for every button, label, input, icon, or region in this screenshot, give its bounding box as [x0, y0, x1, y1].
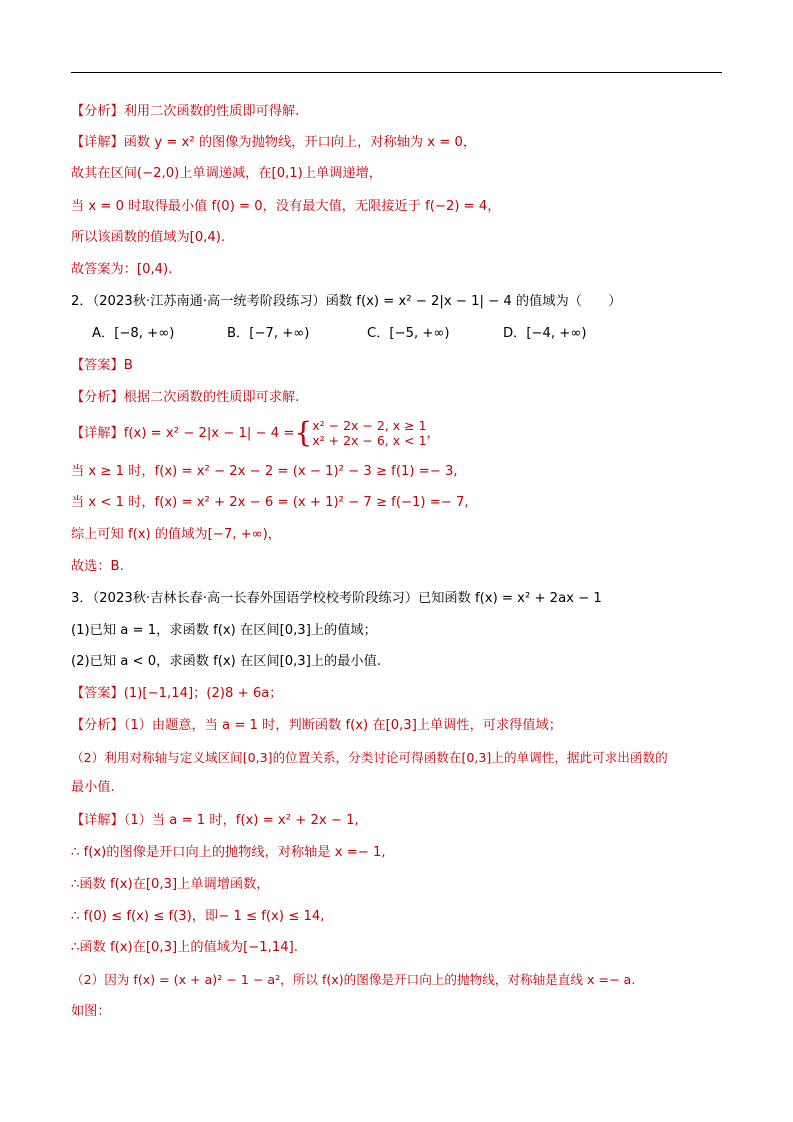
- q2-stem: 2．（2023秋·江苏南通·高一统考阶段练习）函数 f(x) = x² − 2|x − 1| − 4 的值域为（ ）: [71, 294, 622, 309]
- q3-sub-question-2: (2)已知 a < 0，求函数 f(x) 在区间[0,3]上的最小值.: [71, 654, 381, 669]
- q3-analysis-line-1: 【分析】（1）由题意，当 a = 1 时，判断函数 f(x) 在[0,3]上单调性，可求得值域；: [71, 718, 562, 733]
- q1-detail-line-4: 所以该函数的值域为[0,4).: [71, 230, 226, 245]
- piecewise-cases: x² − 2x − 2, x ≥ 1 x² + 2x − 6, x < 1: [312, 418, 427, 448]
- q3-detail-line-3: ∴函数 f(x)在[0,3]上单调增函数，: [71, 877, 270, 892]
- q3-detail-line-6: （2）因为 f(x) = (x + a)² − 1 − a²，所以 f(x)的图像是开口向上的抛物线，对称轴是直线 x =− a.: [71, 972, 636, 987]
- left-brace: {: [294, 416, 313, 449]
- q3-analysis-line-2: （2）利用对称轴与定义域区间[0,3]的位置关系，分类讨论可得函数在[0,3]上的单调性，据此可求出函数的: [71, 750, 668, 765]
- q1-analysis-line: 【分析】利用二次函数的性质即可得解.: [71, 104, 300, 119]
- q2-detail-line-5: 故选：B.: [71, 559, 124, 574]
- q2-option-b: B．[−7, +∞): [227, 326, 310, 341]
- q3-detail-line-2: ∴ f(x)的图像是开口向上的抛物线，对称轴是 x =− 1,: [71, 845, 386, 860]
- q2-detail-line-4: 综上可知 f(x) 的值域为[−7, +∞)，: [71, 527, 281, 542]
- q3-stem: 3．（2023秋·吉林长春·高一长春外国语学校校考阶段练习）已知函数 f(x) = x² + 2ax − 1: [71, 591, 602, 606]
- q1-answer-line: 故答案为：[0,4).: [71, 262, 173, 277]
- q2-option-c: C．[−5, +∞): [367, 326, 450, 341]
- q1-detail-line-3: 当 x = 0 时取得最小值 f(0) = 0，没有最大值，无限接近于 f(−2) = 4，: [71, 199, 501, 214]
- q3-detail-line-7: 如图：: [71, 1004, 111, 1019]
- q2-options: [92, 325, 587, 343]
- q2-option-a: A．[−8, +∞): [92, 326, 175, 341]
- q1-detail-line-2: 故其在区间(−2,0)上单调递减，在[0,1)上单调递增，: [71, 166, 382, 181]
- q3-analysis-line-3: 最小值.: [71, 780, 115, 795]
- q2-answer-line: 【答案】B: [71, 358, 133, 373]
- q3-detail-line-1: 【详解】（1）当 a = 1 时，f(x) = x² + 2x − 1,: [71, 813, 359, 828]
- q3-detail-line-4: ∴ f(0) ≤ f(x) ≤ f(3)，即− 1 ≤ f(x) ≤ 14,: [71, 909, 325, 924]
- q3-sub-question-1: (1)已知 a = 1，求函数 f(x) 在区间[0,3]上的值域；: [71, 623, 377, 638]
- q2-detail-line-3: 当 x < 1 时，f(x) = x² + 2x − 6 = (x + 1)² − 7 ≥ f(−1) =− 7,: [71, 495, 469, 510]
- q1-detail-line-1: 【详解】函数 y = x² 的图像为抛物线，开口向上，对称轴为 x = 0，: [71, 135, 477, 150]
- q2-analysis-line: 【分析】根据二次函数的性质即可求解.: [71, 390, 300, 405]
- q2-detail-line-2: 当 x ≥ 1 时，f(x) = x² − 2x − 2 = (x − 1)² − 3 ≥ f(1) =− 3,: [71, 464, 458, 479]
- q3-answer-line: 【答案】(1)[−1,14]；(2)8 + 6a；: [71, 686, 283, 701]
- q3-detail-line-5: ∴函数 f(x)在[0,3]上的值域为[−1,14].: [71, 940, 298, 955]
- q2-detail-piecewise: 【详解】f(x) = x² − 2|x − 1| − 4 ={ x² − 2x − 2, x ≥ 1 x² + 2x − 6, x < 1 ，: [71, 416, 440, 449]
- header-rule: [71, 72, 722, 73]
- q2-option-d: D．[−4, +∞): [503, 326, 587, 341]
